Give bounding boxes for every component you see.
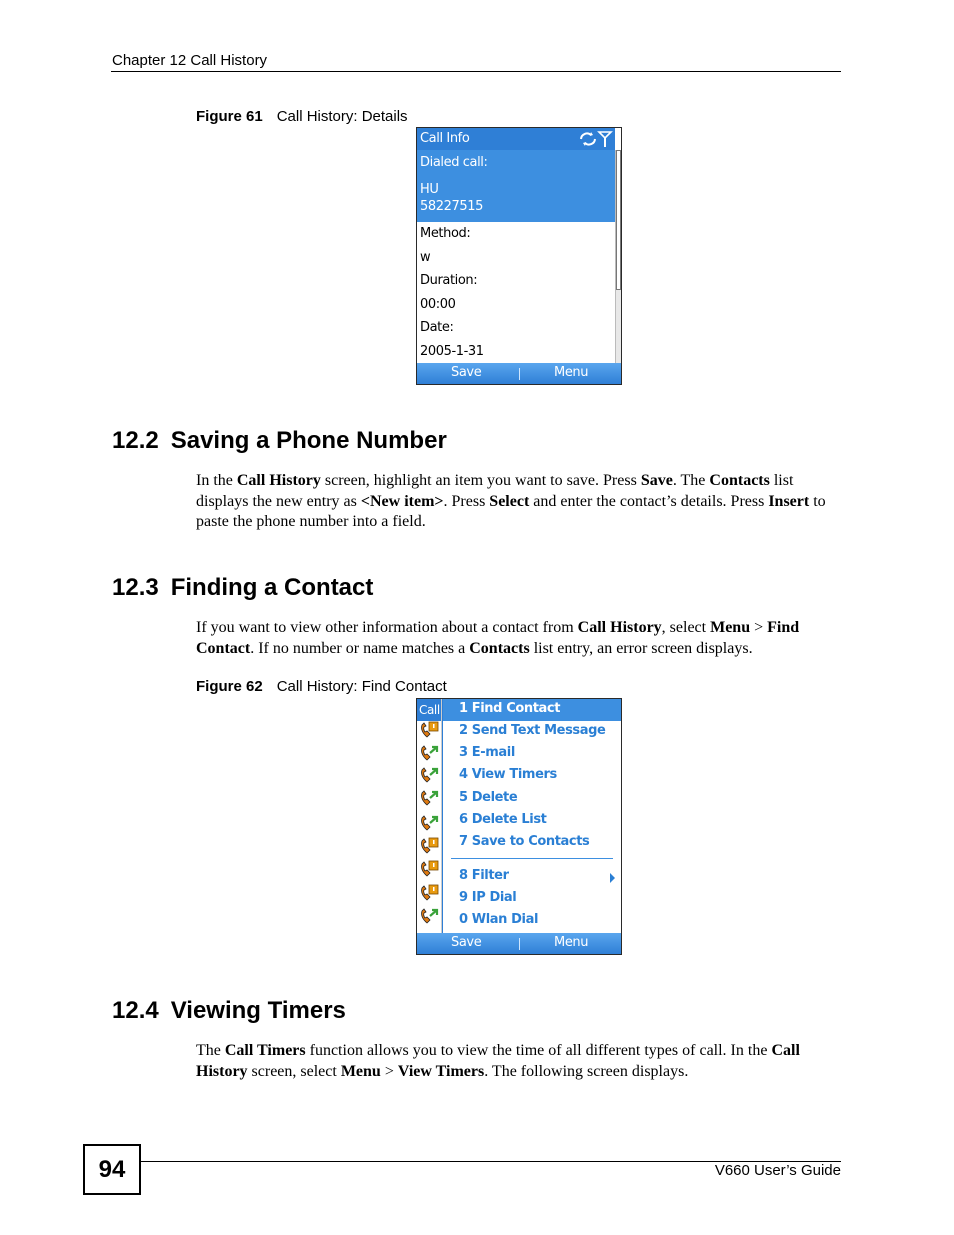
menu-item-filter[interactable]: 8 Filter	[459, 868, 509, 883]
menu-item-delete-list[interactable]: 6 Delete List	[459, 812, 547, 827]
missed-call-icon	[419, 837, 439, 855]
softkey-divider	[519, 938, 520, 950]
figure-62-title: Call History: Find Contact	[276, 678, 447, 695]
softkey-divider	[519, 368, 520, 380]
section-12-2-title: Saving a Phone Number	[170, 427, 447, 454]
section-12-2-number: 12.2	[112, 427, 159, 454]
menu-item-save-to-contacts[interactable]: 7 Save to Contacts	[459, 834, 590, 849]
find-contact-screen	[416, 698, 622, 955]
call-list-title: Call	[419, 703, 440, 717]
menu-separator	[451, 858, 613, 859]
signal-icon	[579, 130, 613, 148]
section-12-2-paragraph: In the Call History screen, highlight an item you want to save. Press Save. The Contacts list displays the new entry as <New item>. Press Select and enter the contact’s details. Press Insert to paste the phone number into a field.	[196, 472, 826, 530]
menu-item-send-text-message[interactable]: 2 Send Text Message	[459, 723, 606, 738]
menu-item-email[interactable]: 3 E-mail	[459, 745, 515, 760]
page-number: 94	[83, 1144, 141, 1195]
dialed-call-icon	[419, 766, 439, 784]
menu-item-find-contact[interactable]: 1 Find Contact	[459, 701, 561, 716]
method-label: Method:	[420, 226, 471, 241]
softkey-bar	[417, 933, 621, 954]
section-12-3-heading	[112, 574, 373, 602]
menu-item-view-timers[interactable]: 4 View Timers	[459, 767, 557, 782]
call-info-title-bar	[417, 128, 615, 150]
duration-label: Duration:	[420, 273, 478, 288]
menu-item-delete[interactable]: 5 Delete	[459, 790, 518, 805]
missed-call-icon	[419, 860, 439, 878]
guide-title: V660 User’s Guide	[714, 1162, 841, 1179]
dialed-call-icon	[419, 744, 439, 762]
call-info-screen	[416, 127, 622, 385]
figure-61-caption	[196, 108, 408, 125]
figure-62-caption	[196, 678, 447, 695]
scrollbar-thumb[interactable]	[616, 150, 621, 290]
duration-value: 00:00	[420, 297, 456, 312]
menu-item-wlan-dial[interactable]: 0 Wlan Dial	[459, 912, 538, 927]
figure-61-title: Call History: Details	[276, 108, 408, 125]
softkey-bar	[417, 363, 621, 384]
dialed-call-icon	[419, 814, 439, 832]
options-menu	[442, 699, 622, 935]
menu-softkey[interactable]: Menu	[554, 935, 589, 950]
call-list-column	[417, 699, 442, 935]
missed-call-icon	[419, 884, 439, 902]
call-list-title-bar	[417, 699, 441, 721]
contact-number: 58227515	[420, 199, 483, 214]
missed-call-icon	[419, 721, 439, 739]
section-12-4-number: 12.4	[112, 997, 159, 1024]
save-softkey[interactable]: Save	[451, 365, 482, 380]
method-value: w	[420, 250, 431, 265]
call-info-title: Call Info	[420, 131, 470, 146]
section-12-4-heading	[112, 997, 346, 1025]
date-label: Date:	[420, 320, 454, 335]
section-12-3-number: 12.3	[112, 574, 159, 601]
save-softkey[interactable]: Save	[451, 935, 482, 950]
figure-61-label: Figure 61	[196, 108, 263, 125]
section-12-3-paragraph: If you want to view other information about a contact from Call History, select Menu > Find Contact. If no number or name matches a Contacts list entry, an error screen displays.	[196, 619, 800, 657]
header-rule	[111, 71, 841, 72]
running-head: Chapter 12 Call History	[112, 52, 268, 69]
section-12-3-title: Finding a Contact	[170, 574, 374, 601]
menu-softkey[interactable]: Menu	[554, 365, 589, 380]
dialed-call-icon	[419, 789, 439, 807]
dialed-call-icon	[419, 907, 439, 925]
section-12-2-heading	[112, 427, 447, 455]
menu-item-ip-dial[interactable]: 9 IP Dial	[459, 890, 517, 905]
section-12-4-paragraph: The Call Timers function allows you to view the time of all different types of call. In the Call History screen, select Menu > View Timers. The following screen displays.	[196, 1042, 800, 1080]
figure-62-label: Figure 62	[196, 678, 263, 695]
scrollbar[interactable]	[615, 150, 622, 365]
contact-name: HU	[420, 182, 439, 197]
section-12-4-title: Viewing Timers	[170, 997, 346, 1024]
dialed-call-label: Dialed call:	[420, 155, 488, 170]
submenu-arrow-icon	[610, 873, 615, 883]
date-value: 2005-1-31	[420, 344, 484, 359]
